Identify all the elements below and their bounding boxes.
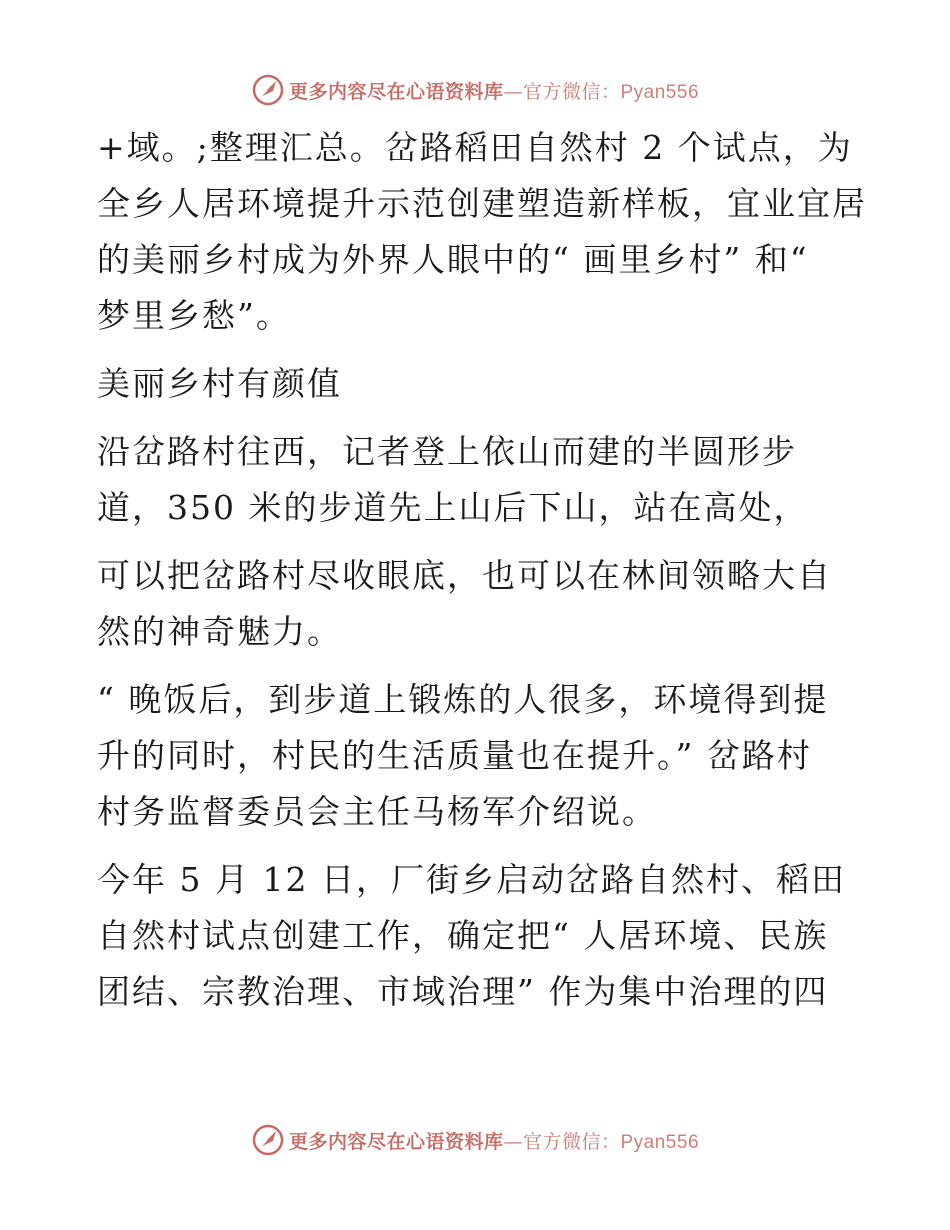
paragraph-4 bbox=[97, 672, 857, 840]
text-line: 团结、宗教治理、市域治理” 作为集中治理的四 bbox=[97, 972, 829, 1011]
text-line: 可以把岔路村尽收眼底，也可以在林间领略大自 bbox=[97, 556, 832, 595]
text-line: 然的神奇魅力。 bbox=[97, 612, 342, 651]
watermark-text: 更多内容尽在心语资料库—官方微信：Pyan556 bbox=[288, 80, 700, 103]
text-line: “ 晚饭后，到步道上锻炼的人很多，环境得到提 bbox=[97, 680, 829, 719]
quill-logo-icon bbox=[251, 73, 285, 107]
text-line: 梦里乡愁”。 bbox=[97, 296, 291, 335]
watermark-header bbox=[0, 70, 950, 110]
watermark-text: 更多内容尽在心语资料库—官方微信：Pyan556 bbox=[288, 1130, 700, 1153]
section-heading: 美丽乡村有颜值 bbox=[97, 364, 342, 403]
text-line: +域。;整理汇总。岔路稻田自然村 2 个试点，为 bbox=[97, 128, 853, 167]
quill-logo-icon bbox=[251, 1123, 285, 1157]
paragraph-5 bbox=[97, 852, 857, 1020]
text-line: 今年 5 月 12 日，厂街乡启动岔路自然村、稻田 bbox=[97, 860, 846, 899]
text-line: 的美丽乡村成为外界人眼中的“ 画里乡村” 和“ bbox=[97, 240, 809, 279]
paragraph-1 bbox=[97, 120, 867, 344]
text-line: 沿岔路村往西，记者登上依山而建的半圆形步 bbox=[97, 432, 797, 471]
document-body bbox=[97, 120, 867, 1032]
watermark-footer bbox=[0, 1120, 950, 1160]
text-line: 道，350 米的步道先上山后下山，站在高处， bbox=[97, 488, 809, 527]
text-line: 全乡人居环境提升示范创建塑造新样板，宜业宜居 bbox=[97, 184, 867, 223]
paragraph-3 bbox=[97, 548, 857, 660]
text-line: 村务监督委员会主任马杨军介绍说。 bbox=[97, 792, 657, 831]
text-line: 自然村试点创建工作，确定把“ 人居环境、民族 bbox=[97, 916, 829, 955]
text-line: 升的同时，村民的生活质量也在提升。” 岔路村 bbox=[97, 736, 812, 775]
paragraph-2 bbox=[97, 424, 857, 536]
